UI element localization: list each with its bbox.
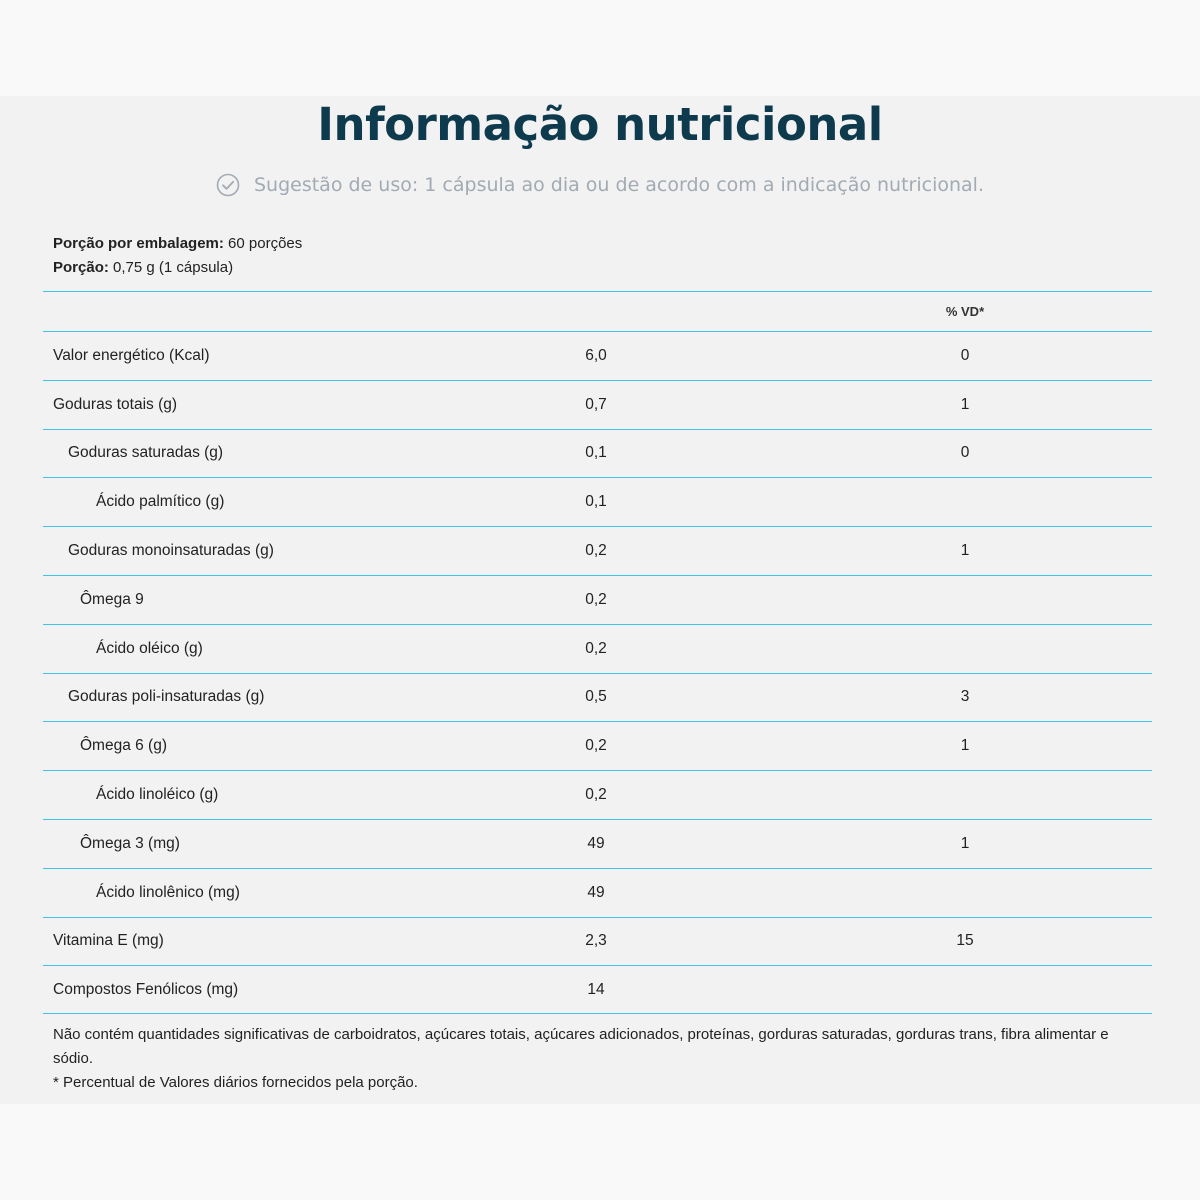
vd-column-header: % VD* (945, 304, 985, 319)
table-row (43, 917, 1152, 966)
nutrient-amount: 0,2 (585, 639, 607, 657)
portion-size-value: 0,75 g (1 cápsula) (108, 259, 234, 276)
portion-per-package-value: 60 porções (223, 235, 303, 252)
nutrient-amount: 6,0 (585, 346, 607, 364)
nutrient-amount: 0,1 (585, 444, 607, 462)
nutrient-daily-value: 1 (960, 834, 970, 852)
nutrient-daily-value (925, 966, 1005, 1013)
nutrient-label: Ômega 6 (g) (80, 737, 168, 755)
nutrient-daily-value: 1 (960, 737, 970, 755)
nutrient-label: Goduras saturadas (g) (68, 444, 224, 462)
nutrient-daily-value: 1 (960, 542, 970, 560)
nutrient-daily-value: 3 (960, 688, 970, 706)
portion-size (53, 256, 302, 280)
table-row (43, 331, 1152, 380)
nutrient-amount: 0,5 (585, 688, 607, 706)
nutrient-label: Goduras poli-insaturadas (g) (68, 688, 265, 706)
table-row (43, 721, 1152, 770)
nutrient-amount: 0,2 (585, 542, 607, 560)
table-row (43, 526, 1152, 575)
table-row (43, 673, 1152, 722)
nutrient-amount: 14 (587, 980, 605, 998)
nutrient-daily-value (925, 869, 1005, 917)
nutrient-label: Ácido linolênico (mg) (96, 883, 240, 901)
portion-per-package (53, 232, 302, 256)
table-row (43, 819, 1152, 868)
footnote-daily-values: * Percentual de Valores diários fornecidos pela porção. (53, 1074, 418, 1091)
table-row (43, 429, 1152, 478)
nutrient-amount: 0,1 (585, 493, 607, 511)
table-row (43, 770, 1152, 819)
nutrient-label: Ômega 3 (mg) (80, 834, 180, 852)
check-circle-icon (216, 173, 240, 197)
table-header-row (43, 291, 1152, 331)
nutrient-daily-value (925, 478, 1005, 526)
nutrient-amount: 0,2 (585, 737, 607, 755)
nutrient-label: Ácido linoléico (g) (96, 786, 219, 804)
usage-text: Sugestão de uso: 1 cápsula ao dia ou de acordo com a indicação nutricional. (253, 174, 984, 196)
nutrient-daily-value: 15 (956, 932, 974, 950)
portion-size-label: Porção: (53, 259, 109, 276)
nutrient-amount: 0,2 (585, 590, 607, 608)
nutrient-daily-value: 0 (960, 346, 970, 364)
table-row (43, 477, 1152, 526)
nutrient-label: Ácido palmítico (g) (96, 493, 225, 511)
table-row (43, 624, 1152, 673)
nutrient-daily-value: 1 (960, 395, 970, 413)
nutrient-amount: 49 (587, 883, 605, 901)
nutrient-amount: 0,7 (585, 395, 607, 413)
nutrient-daily-value: 0 (960, 444, 970, 462)
nutrient-label: Goduras monoinsaturadas (g) (68, 542, 274, 560)
portion-per-package-label: Porção por embalagem: (53, 235, 224, 252)
nutrient-amount: 2,3 (585, 932, 607, 950)
nutrient-label: Goduras totais (g) (53, 395, 178, 413)
usage-suggestion (0, 173, 1200, 197)
nutrition-table (43, 291, 1152, 1014)
nutrient-label: Vitamina E (mg) (53, 932, 164, 950)
nutrient-label: Ácido oléico (g) (96, 639, 203, 657)
nutrient-amount: 0,2 (585, 786, 607, 804)
nutrient-label: Compostos Fenólicos (mg) (53, 980, 239, 998)
table-row (43, 868, 1152, 917)
nutrient-daily-value (925, 576, 1005, 624)
page-title: Informação nutricional (317, 98, 883, 151)
table-row (43, 575, 1152, 624)
table-row (43, 380, 1152, 429)
table-row (43, 965, 1152, 1014)
nutrient-label: Ômega 9 (80, 590, 144, 608)
nutrient-daily-value (925, 771, 1005, 819)
portion-info (53, 232, 302, 280)
footnote-not-significant: Não contém quantidades significativas de carboidratos, açúcares totais, açúcares adicionados, proteínas, gorduras saturadas, gorduras trans, fibra alimentar e sódio. (53, 1026, 1109, 1067)
nutrient-daily-value (925, 625, 1005, 673)
nutrient-amount: 49 (587, 834, 605, 852)
footnotes (53, 1023, 1143, 1095)
nutrient-label: Valor energético (Kcal) (53, 346, 210, 364)
